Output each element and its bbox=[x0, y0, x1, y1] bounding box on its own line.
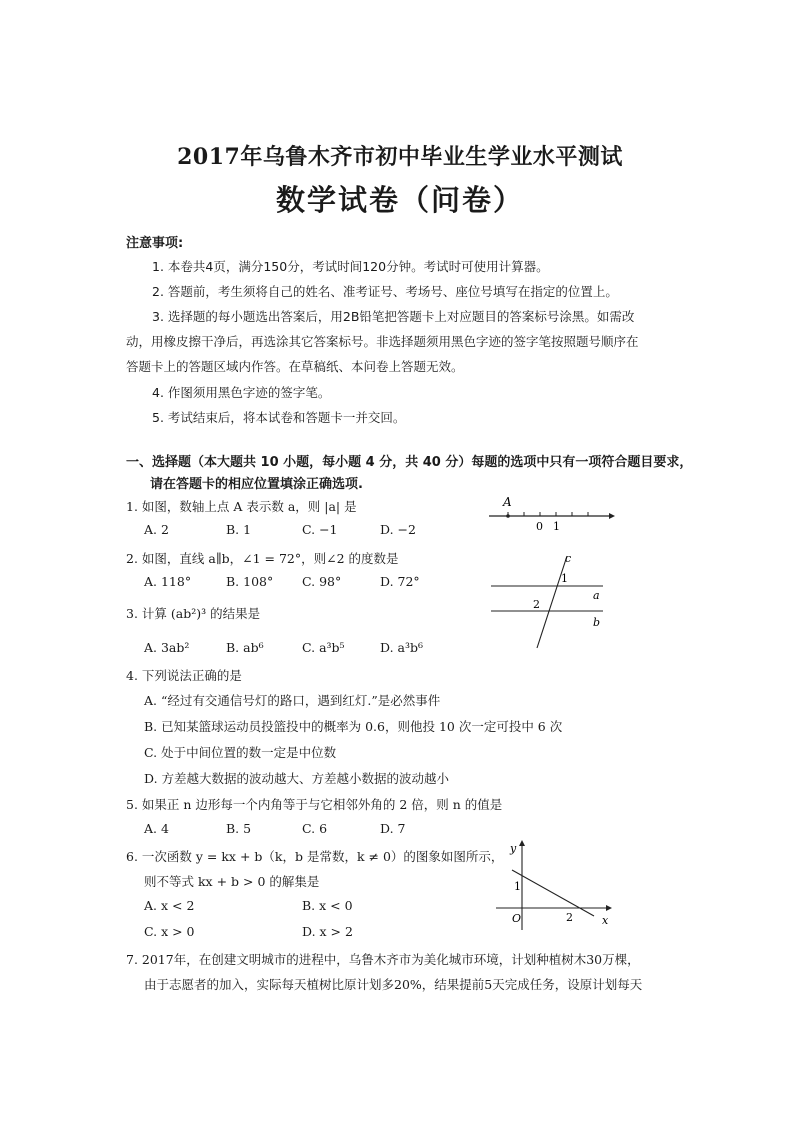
line-b-label: b bbox=[593, 616, 601, 629]
question-6-stem-line-1: 6. 一次函数 y = kx + b（k，b 是常数，k ≠ 0）的图象如图所示， bbox=[126, 849, 504, 864]
y-axis-label: y bbox=[510, 842, 517, 855]
note-item-3-line-1: 3. 选择题的每小题选出答案后，用2B铅笔把答题卡上对应题目的答案标号涂黑。如需改 bbox=[152, 309, 635, 324]
angle-1-label: 1 bbox=[561, 572, 568, 585]
question-1-option-a: A. 2 bbox=[144, 522, 169, 537]
question-5-stem: 5. 如果正 n 边形每一个内角等于与它相邻外角的 2 倍，则 n 的值是 bbox=[126, 797, 503, 812]
question-5-option-c: C. 6 bbox=[302, 821, 328, 836]
question-5-option-d: D. 7 bbox=[380, 821, 406, 836]
question-3-option-c: C. a³b⁵ bbox=[302, 640, 345, 655]
note-item-2: 2. 答题前，考生须将自己的姓名、准考证号、考场号、座位号填写在指定的位置上。 bbox=[152, 284, 618, 299]
question-6-option-c: C. x > 0 bbox=[144, 924, 195, 939]
question-1-option-c: C. −1 bbox=[302, 522, 338, 537]
question-3-option-b: B. ab⁶ bbox=[226, 640, 264, 655]
linear-function-graph bbox=[490, 838, 615, 933]
note-item-1: 1. 本卷共4页，满分150分，考试时间120分钟。考试时可使用计算器。 bbox=[152, 259, 549, 274]
question-6-stem-line-2: 则不等式 kx + b > 0 的解集是 bbox=[144, 874, 320, 889]
question-2-option-b: B. 108° bbox=[226, 574, 274, 589]
section-1-heading-line-2: 请在答题卡的相应位置填涂正确选项. bbox=[150, 477, 363, 492]
x-axis-label: x bbox=[602, 914, 609, 927]
x-intercept-label: 2 bbox=[566, 911, 573, 924]
note-item-3-line-2: 动，用橡皮擦干净后，再选涂其它答案标号。非选择题须用黑色字迹的签字笔按照题号顺序在 bbox=[126, 334, 639, 349]
question-2-option-a: A. 118° bbox=[144, 574, 192, 589]
angle-2-label: 2 bbox=[533, 598, 540, 611]
question-6-option-b: B. x < 0 bbox=[302, 898, 353, 913]
question-4-option-b: B. 已知某篮球运动员投篮投中的概率为 0.6，则他投 10 次一定可投中 6 次 bbox=[144, 719, 563, 734]
question-1-option-d: D. −2 bbox=[380, 522, 416, 537]
question-4-option-c: C. 处于中间位置的数一定是中位数 bbox=[144, 745, 337, 760]
exam-subtitle: 数学试卷（问卷） bbox=[275, 183, 524, 217]
question-4-option-d: D. 方差越大数据的波动越大、方差越小数据的波动越小 bbox=[144, 771, 450, 786]
line-c-label: c bbox=[565, 552, 572, 565]
zero-label: 0 bbox=[536, 520, 543, 533]
note-item-5: 5. 考试结束后，将本试卷和答题卡一并交回。 bbox=[152, 410, 406, 425]
question-7-line-2: 由于志愿者的加入，实际每天植树比原计划多20%，结果提前5天完成任务，设原计划每天 bbox=[144, 977, 643, 992]
question-2-option-d: D. 72° bbox=[380, 574, 420, 589]
note-item-3-line-3: 答题卡上的答题区域内作答。在草稿纸、本问卷上答题无效。 bbox=[126, 359, 464, 374]
section-1-heading-line-1: 一、选择题（本大题共 10 小题，每小题 4 分，共 40 分）每题的选项中只有一项符合题目要求， bbox=[126, 455, 693, 470]
question-7-line-1: 7. 2017年，在创建文明城市的进程中，乌鲁木齐市为美化城市环境，计划种植树木30万棵， bbox=[126, 952, 640, 967]
question-3-stem: 3. 计算 (ab²)³ 的结果是 bbox=[126, 606, 261, 621]
question-6-option-d: D. x > 2 bbox=[302, 924, 353, 939]
point-a-label: A bbox=[503, 495, 512, 509]
question-2-option-c: C. 98° bbox=[302, 574, 342, 589]
question-1-option-b: B. 1 bbox=[226, 522, 252, 537]
question-2-stem: 2. 如图，直线 a∥b，∠1 = 72°，则∠2 的度数是 bbox=[126, 551, 399, 566]
line-a-label: a bbox=[593, 589, 600, 602]
parallel-lines-figure bbox=[485, 548, 610, 658]
one-label: 1 bbox=[553, 520, 560, 533]
question-1-stem: 1. 如图，数轴上点 A 表示数 a，则 |a| 是 bbox=[126, 499, 357, 514]
question-4-option-a: A. “经过有交通信号灯的路口，遇到红灯.”是必然事件 bbox=[144, 693, 441, 708]
exam-title: 2017年乌鲁木齐市初中毕业生学业水平测试 bbox=[177, 144, 623, 170]
question-5-option-b: B. 5 bbox=[226, 821, 252, 836]
note-item-4: 4. 作图须用黑色字迹的签字笔。 bbox=[152, 385, 331, 400]
origin-label: O bbox=[512, 912, 522, 925]
question-6-option-a: A. x < 2 bbox=[144, 898, 195, 913]
question-3-option-a: A. 3ab² bbox=[144, 640, 190, 655]
question-5-option-a: A. 4 bbox=[144, 821, 169, 836]
number-line-figure bbox=[485, 492, 615, 536]
question-4-stem: 4. 下列说法正确的是 bbox=[126, 668, 242, 683]
notes-heading: 注意事项: bbox=[126, 236, 184, 251]
y-intercept-label: 1 bbox=[514, 880, 521, 893]
question-3-option-d: D. a³b⁶ bbox=[380, 640, 423, 655]
